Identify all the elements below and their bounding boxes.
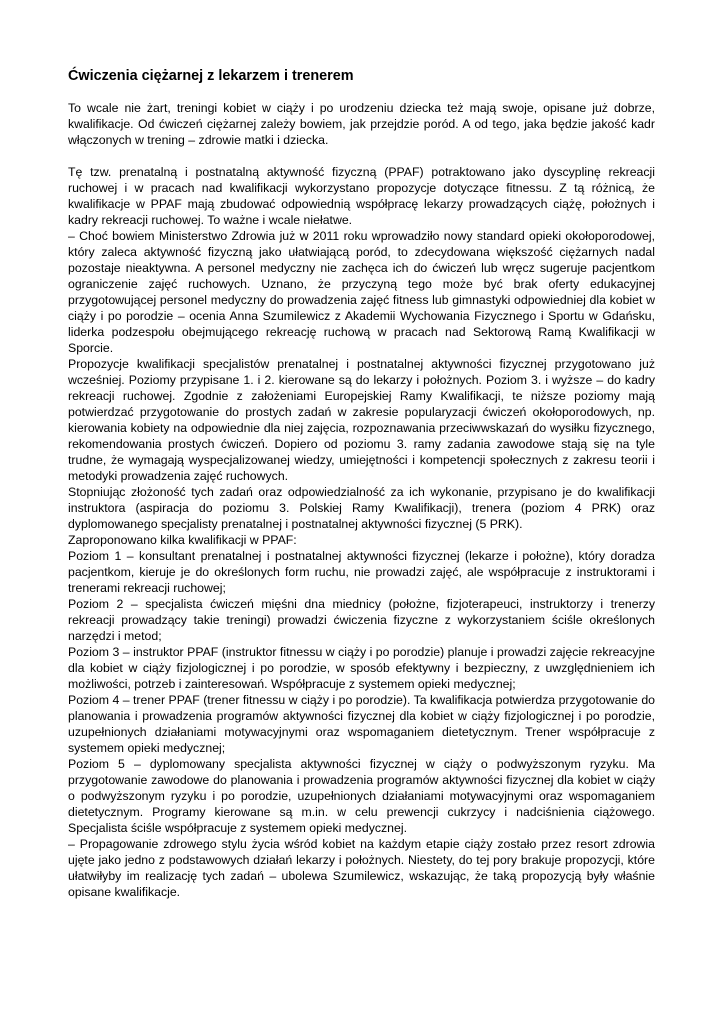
paragraph-intro: To wcale nie żart, treningi kobiet w ciąży i po urodzeniu dziecka też mają swoje, opisane już dobrze, kwalifikacje. Od ćwiczeń ciężarnej zależy bowiem, jak przejdzie poród. A od tego, jaka będzie jakość kadr włączonych w trening – zdrowie matki i dziecka. — [68, 101, 655, 147]
paragraph-level-3: Poziom 3 – instruktor PPAF (instruktor fitnessu w ciąży i po porodzie) planuje i prowadzi zajęcie rekreacyjne dla kobiet w ciąży fizjologicznej i po porodzie, w sposób efektywny i bezpieczny, z uwzględnieniem ich możliwości, potrzeb i zainteresowań. Współpracuje z systemem opieki medycznej; — [68, 645, 655, 691]
paragraph-ppaf: Tę tzw. prenatalną i postnatalną aktywność fizyczną (PPAF) potraktowano jako dyscyplinę rekreacji ruchowej i w pracach nad kwalifikacji wykorzystano propozycje dotyczące fitnessu. Z tą różnicą, że kwalifikacje w PPAF mają zbudować odpowiednią współpracę lekarzy prowadzących ciążę, położnych i kadry rekreacji ruchowej. To ważne i wcale niełatwe. — [68, 165, 655, 227]
paragraph-proposals: Propozycje kwalifikacji specjalistów prenatalnej i postnatalnej aktywności fizycznej przygotowano już wcześniej. Poziomy przypisane 1. i 2. kierowane są do lekarzy i położnych. Poziom 3. i wyższe – do kadry rekreacji ruchowej. Zgodnie z założeniami Europejskiej Ramy Kwalifikacji, te niższe poziomy mają potwierdzać przygotowanie do prostych zadań w zakresie popularyzacji ćwiczeń okołoporodowych, np. kierowania kobiety na odpowiednie dla niej zajęcia, rozpoznawania przeciwwskazań do wysiłku fizycznego, rekomendowania prostych ćwiczeń. Dopiero od poziomu 3. ramy zadania zawodowe stają się na tyle trudne, że wymagają wyspecjalizowanej wiedzy, umiejętności i kompetencji społecznych z zakresu teorii i metodyki prowadzenia zajęć ruchowych. — [68, 357, 655, 483]
article-title: Ćwiczenia ciężarnej z lekarzem i trenerem — [68, 68, 354, 84]
paragraph-level-4: Poziom 4 – trener PPAF (trener fitnessu w ciąży i po porodzie). Ta kwalifikacja potwierdza przygotowanie do planowania i prowadzenia programów aktywności fizycznej dla kobiet w ciąży fizjologicznej i po porodzie, uzupełnionych działaniami motywacyjnymi oraz wspomaganiem dietetycznym. Trener współpracuje z systemem opieki medycznej; — [68, 693, 655, 755]
paragraph-grading: Stopniując złożoność tych zadań oraz odpowiedzialność za ich wykonanie, przypisano je do kwalifikacji instruktora (aspiracja do poziomu 3. Polskiej Ramy Kwalifikacji), trenera (poziom 4 PRK) oraz dyplomowanego specjalisty prenatalnej i postnatalnej aktywności fizycznej (5 PRK). — [68, 485, 655, 531]
paragraph-quote-ministry: – Choć bowiem Ministerstwo Zdrowia już w 2011 roku wprowadziło nowy standard opieki okołoporodowej, który zaleca aktywność fizyczną jako ułatwiającą poród, to zdecydowana większość ciężarnych nadal pozostaje nieaktywna. A personel medyczny nie zachęca ich do ćwiczeń lub wręcz sugeruje pacjentkom ograniczenie zajęć ruchowych. Uznano, że przyczyną tego może być brak oferty edukacyjnej przygotowującej personel medyczny do prowadzenia zajęć fitness lub gimnastyki odpowiedniej dla kobiet w ciąży i po porodzie – ocenia Anna Szumilewicz z Akademii Wychowania Fizycznego i Sportu w Gdańsku, liderka podzespołu obejmującego rekreację ruchową w pracach nad Sektorową Ramą Kwalifikacji w Sporcie. — [68, 229, 655, 355]
paragraph-level-1: Poziom 1 – konsultant prenatalnej i postnatalnej aktywności fizycznej (lekarze i położne), który doradza pacjentkom, kieruje je do określonych form ruchu, nie prowadzi zajęć, ale współpracuje z instruktorami i trenerami rekreacji ruchowej; — [68, 549, 655, 595]
document-page — [68, 66, 655, 900]
paragraph-level-5: Poziom 5 – dyplomowany specjalista aktywności fizycznej w ciąży o podwyższonym ryzyku. Ma przygotowanie zawodowe do planowania i prowadzenia programów aktywności fizycznej dla kobiet w ciąży o podwyższonym ryzyku i po porodzie, uzupełnionych działaniami motywacyjnymi oraz wspomaganiem dietetycznym. Programy kierowane są m.in. w celu prewencji cukrzycy i nadciśnienia ciążowego. Specjalista ściśle współpracuje z systemem opieki medycznej. — [68, 757, 655, 835]
paragraph-level-2: Poziom 2 – specjalista ćwiczeń mięśni dna miednicy (położne, fizjoterapeuci, instruktorzy i trenerzy rekreacji prowadzący takie treningi) prowadzi ćwiczenia fizyczne z wykorzystaniem ściśle określonych narzędzi i metod; — [68, 597, 655, 643]
paragraph-list-intro: Zaproponowano kilka kwalifikacji w PPAF: — [68, 533, 297, 547]
paragraph-gap — [68, 148, 655, 164]
paragraph-conclusion: – Propagowanie zdrowego stylu życia wśród kobiet na każdym etapie ciąży zostało przez resort zdrowia ujęte jako jedno z podstawowych działań lekarzy i położnych. Niestety, do tej pory brakuje propozycji, które ułatwiłyby im realizację tych zadań – ubolewa Szumilewicz, wskazując, że taką propozycją były właśnie opisane kwalifikacje. — [68, 837, 655, 899]
